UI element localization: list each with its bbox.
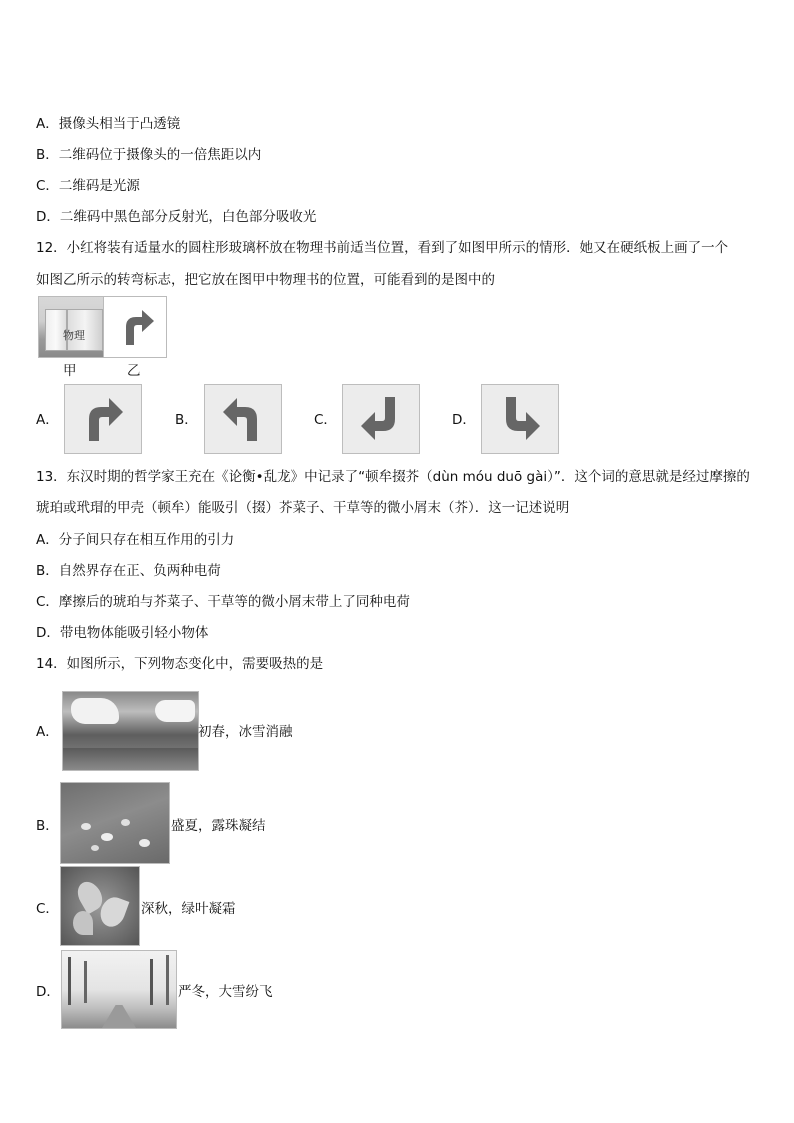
q14-option-c-photo	[60, 866, 140, 946]
q14-option-b-text: 盛夏，露珠凝结	[171, 818, 266, 834]
q14-stem: 14．如图所示，下列物态变化中，需要吸热的是	[36, 656, 324, 672]
q13-stem-line2: 琥珀或玳瑁的甲壳（顿牟）能吸引（掇）芥菜子、干草等的微小屑末（芥）．这一记述说明	[36, 500, 570, 516]
q11-option-c: C．二维码是光源	[36, 178, 140, 194]
q14-option-a-photo	[62, 691, 199, 771]
q12-option-b-image	[204, 384, 282, 454]
q13-option-b: B．自然界存在正、负两种电荷	[36, 563, 221, 579]
fig-label-yi: 乙	[127, 363, 141, 379]
arrow-down-turn-left-icon	[343, 385, 419, 453]
q14-option-c-label: C．	[36, 901, 59, 917]
q12-stem-line1: 12．小红将装有适量水的圆柱形玻璃杯放在物理书前适当位置，看到了如图甲所示的情形．她又在硬纸板上画了一个	[36, 240, 729, 256]
q14-option-b-photo	[60, 782, 170, 864]
q12-stem-line2: 如图乙所示的转弯标志，把它放在图甲中物理书的位置，可能看到的是图中的	[36, 272, 495, 288]
q12-option-a-image	[64, 384, 142, 454]
q11-option-d: D．二维码中黑色部分反射光，白色部分吸收光	[36, 209, 317, 225]
q13-stem-line1: 13．东汉时期的哲学家王充在《论衡•乱龙》中记录了“顿牟掇芥（dùn móu duō gài）”．这个词的意思就是经过摩擦的	[36, 469, 750, 485]
q13-option-a: A．分子间只存在相互作用的引力	[36, 532, 235, 548]
q12-option-a-label: A．	[36, 412, 59, 428]
fig-label-jia: 甲	[63, 363, 77, 379]
q11-option-a: A．摄像头相当于凸透镜	[36, 116, 181, 132]
q12-option-c-image	[342, 384, 420, 454]
q12-option-b-label: B．	[175, 412, 198, 428]
q14-option-a-label: A．	[36, 724, 59, 740]
arrow-turn-left-icon	[205, 385, 281, 453]
figure-jia-photo	[38, 296, 104, 358]
q13-option-d: D．带电物体能吸引轻小物体	[36, 625, 209, 641]
q14-option-d-label: D．	[36, 984, 60, 1000]
turn-right-arrow-icon	[104, 297, 166, 357]
q12-option-c-label: C．	[314, 412, 337, 428]
q14-option-d-photo	[61, 950, 177, 1029]
arrow-down-turn-right-icon	[482, 385, 558, 453]
figure-yi-sign	[103, 296, 167, 358]
q14-option-d-text: 严冬，大雪纷飞	[178, 984, 273, 1000]
q12-option-d-image	[481, 384, 559, 454]
q14-option-c-text: 深秋，绿叶凝霜	[141, 901, 236, 917]
q12-option-d-label: D．	[452, 412, 476, 428]
q14-option-b-label: B．	[36, 818, 59, 834]
q11-option-b: B．二维码位于摄像头的一倍焦距以内	[36, 147, 262, 163]
q14-option-a-text: 初春，冰雪消融	[198, 724, 293, 740]
q13-option-c: C．摩擦后的琥珀与芥菜子、干草等的微小屑末带上了同种电荷	[36, 594, 410, 610]
arrow-turn-right-icon	[65, 385, 141, 453]
book-title: 物理	[63, 329, 85, 342]
